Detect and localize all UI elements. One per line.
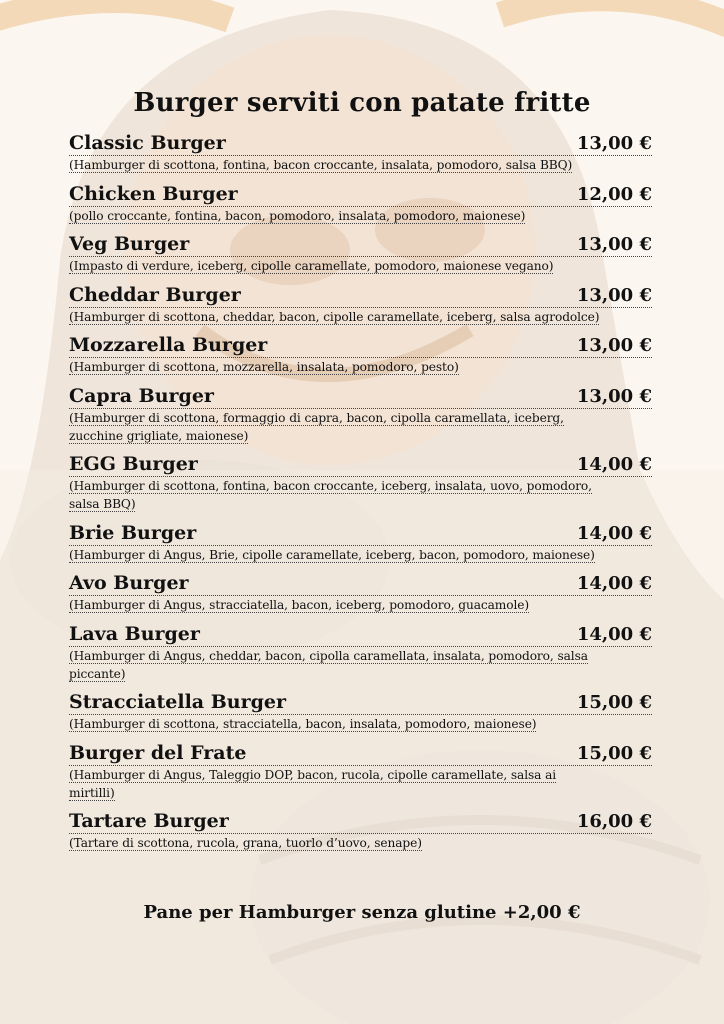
menu-item-description bbox=[69, 596, 652, 614]
menu-item-description-text: (Hamburger di scottona, mozzarella, insalata, pomodoro, pesto) bbox=[69, 360, 459, 374]
menu-item-description-text: (Hamburger di scottona, formaggio di capra, bacon, cipolla caramellata, iceberg, bbox=[69, 410, 564, 425]
menu-item-price: 13,00 € bbox=[576, 284, 652, 306]
menu-item-name: Lava Burger bbox=[69, 622, 200, 645]
menu-item-header bbox=[69, 742, 652, 766]
menu-item-description-text: (Tartare di scottona, rucola, grana, tuorlo d’uovo, senape) bbox=[69, 836, 422, 850]
menu-item-header bbox=[69, 334, 652, 358]
menu-item-price: 13,00 € bbox=[576, 133, 652, 154]
menu-item bbox=[69, 742, 652, 802]
menu-item-description bbox=[69, 156, 652, 174]
menu-item-description-text: (Hamburger di Angus, cheddar, bacon, cipolla caramellata, insalata, pomodoro, salsa bbox=[69, 648, 588, 663]
menu-item-price: 14,00 € bbox=[576, 454, 652, 475]
menu-item bbox=[69, 691, 652, 733]
menu-item bbox=[69, 334, 652, 376]
menu-item-description-text: (Hamburger di Angus, Taleggio DOP, bacon, rucola, cipolle caramellate, salsa ai bbox=[69, 767, 557, 782]
menu-item-price: 13,00 € bbox=[576, 385, 652, 407]
menu-item-name: Chicken Burger bbox=[69, 182, 238, 205]
menu-item-description-text: (pollo croccante, fontina, bacon, pomodoro, insalata, pomodoro, maionese) bbox=[69, 208, 526, 223]
menu-item-name: Tartare Burger bbox=[69, 810, 229, 832]
menu-item-name: Avo Burger bbox=[69, 572, 189, 594]
menu-item-name: Stracciatella Burger bbox=[69, 691, 286, 713]
menu-item bbox=[69, 810, 652, 852]
menu-item bbox=[69, 572, 652, 614]
menu-item-description-text: zucchine grigliate, maionese) bbox=[69, 428, 249, 443]
menu-item-description bbox=[69, 546, 652, 564]
menu-item-header bbox=[69, 233, 652, 257]
menu-item-header bbox=[69, 385, 652, 409]
menu-item-price: 14,00 € bbox=[576, 623, 652, 645]
menu-item bbox=[69, 132, 652, 174]
menu-item-description bbox=[69, 495, 652, 513]
menu-item-description bbox=[69, 257, 652, 275]
menu-item-price: 16,00 € bbox=[576, 811, 652, 832]
menu-item-name: Capra Burger bbox=[69, 384, 214, 407]
menu-item-description bbox=[69, 207, 652, 225]
menu-item-price: 15,00 € bbox=[576, 742, 652, 764]
menu-item-description-text: (Hamburger di scottona, fontina, bacon croccante, iceberg, insalata, uovo, pomodoro, bbox=[69, 479, 592, 493]
menu-item-description-text: (Hamburger di scottona, stracciatella, bacon, insalata, pomodoro, maionese) bbox=[69, 717, 537, 731]
menu-item-header bbox=[69, 284, 652, 308]
menu-item-description-text: (Impasto di verdure, iceberg, cipolle caramellate, pomodoro, maionese vegano) bbox=[69, 259, 554, 273]
menu-item-header bbox=[69, 453, 652, 477]
menu-item-header bbox=[69, 572, 652, 596]
menu-item-description bbox=[69, 358, 652, 376]
menu-item-description bbox=[69, 766, 652, 784]
menu-item-name: Mozzarella Burger bbox=[69, 334, 268, 356]
menu-item-description-text: (Hamburger di scottona, cheddar, bacon, cipolle caramellate, iceberg, salsa agrodolce) bbox=[69, 309, 600, 324]
menu-item bbox=[69, 183, 652, 225]
menu-item-name: Classic Burger bbox=[69, 132, 226, 154]
menu-item-description bbox=[69, 665, 652, 683]
menu-item-name: Cheddar Burger bbox=[69, 283, 241, 306]
menu-item-header bbox=[69, 691, 652, 715]
menu-item-description bbox=[69, 477, 652, 495]
menu-item-name: Brie Burger bbox=[69, 521, 197, 544]
menu-item-description-text: mirtilli) bbox=[69, 785, 115, 800]
menu-item-description bbox=[69, 427, 652, 445]
menu-item-description bbox=[69, 409, 652, 427]
menu-item bbox=[69, 284, 652, 326]
menu-item bbox=[69, 453, 652, 513]
menu-item-description bbox=[69, 308, 652, 326]
menu-item bbox=[69, 385, 652, 445]
menu-item-header bbox=[69, 132, 652, 156]
menu-item-description bbox=[69, 715, 652, 733]
menu-item-price: 14,00 € bbox=[576, 522, 652, 544]
menu-item-description bbox=[69, 834, 652, 852]
menu-item-description bbox=[69, 647, 652, 665]
menu-item-header bbox=[69, 522, 652, 546]
menu-item-price: 13,00 € bbox=[576, 234, 652, 255]
menu-item-name: Veg Burger bbox=[69, 233, 190, 255]
gluten-free-note: Pane per Hamburger senza glutine +2,00 € bbox=[143, 902, 581, 923]
menu-item-description-text: (Hamburger di scottona, fontina, bacon croccante, insalata, pomodoro, salsa BBQ) bbox=[69, 158, 573, 172]
menu-list bbox=[69, 132, 652, 861]
page-title: Burger serviti con patate fritte bbox=[133, 88, 591, 118]
menu-item-header bbox=[69, 810, 652, 834]
menu-item-description bbox=[69, 784, 652, 802]
menu-item-price: 12,00 € bbox=[576, 183, 652, 205]
menu-item-description-text: (Hamburger di Angus, Brie, cipolle caramellate, iceberg, bacon, pomodoro, maionese) bbox=[69, 547, 595, 562]
menu-item bbox=[69, 522, 652, 564]
menu-item-description-text: piccante) bbox=[69, 666, 126, 681]
menu-item bbox=[69, 233, 652, 275]
menu-item-name: Burger del Frate bbox=[69, 741, 247, 764]
menu-item-price: 13,00 € bbox=[576, 335, 652, 356]
menu-item-header bbox=[69, 183, 652, 207]
menu-item-description-text: salsa BBQ) bbox=[69, 497, 136, 511]
menu-item-description-text: (Hamburger di Angus, stracciatella, bacon, iceberg, pomodoro, guacamole) bbox=[69, 598, 530, 612]
menu-item-name: EGG Burger bbox=[69, 453, 198, 475]
menu-item-price: 15,00 € bbox=[576, 692, 652, 713]
menu-item-price: 14,00 € bbox=[576, 573, 652, 594]
menu-item-header bbox=[69, 623, 652, 647]
menu-item bbox=[69, 623, 652, 683]
